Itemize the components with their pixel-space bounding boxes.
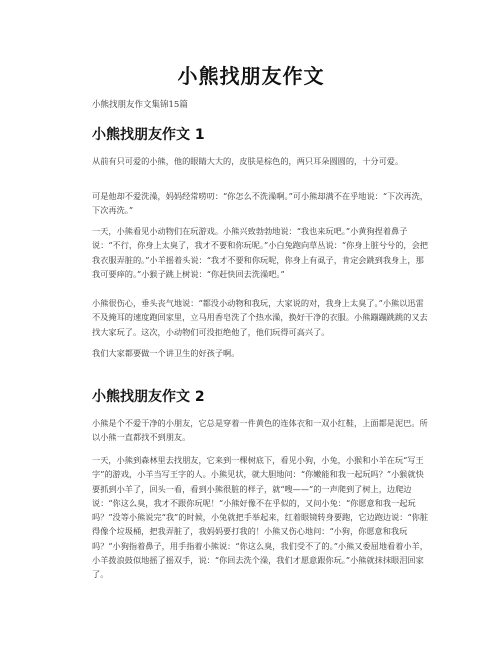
section-heading-1: 小熊找朋友作文 1 <box>92 127 205 143</box>
paragraph: 可是他却不爱洗澡，妈妈经常唠叨：“你怎么不洗澡啊。”可小熊却满不在乎地说：“下次再洗，下次再洗。” <box>92 191 428 216</box>
paragraph: 一天，小熊到森林里去找朋友，它来到一棵树底下，看见小狗，小兔，小猴和小羊在玩“写王字”的游戏，小羊当写王字的人。小熊见状，就大胆地问：“你嫩能和我一起玩吗？”小猴就快要抓到小羊了，回头一看，看到小熊很脏的样子，就“嗖——”的一声爬到了树上，边爬边说：“你这么臭，我才不跟你玩呢！”小熊好像不在乎似的，又问小兔：“你愿意和我一起玩吗？”没等小熊说完“我”的时候，小兔就把手举起来，红着眼镜转身要跑，它边跑边说：“你脏得像个垃圾桶，把我弄脏了，我妈妈要打我的！小熊又伤心地问：“小狗，你愿意和我玩吗？”小狗指着鼻子，用手指着小熊说：“你这么臭，我们受不了的。”小熊又委屈地看着小羊，小羊拨浪鼓似地摇了摇双手，说：“你回去洗个澡，我们才愿意跟你玩。”小熊就抹抹眼泪回家了。 <box>92 455 429 580</box>
section-heading-2: 小熊找朋友作文 2 <box>92 389 205 405</box>
paragraph: 从前有只可爱的小熊，他的眼睛大大的，皮肤是棕色的，两只耳朵圆圆的，十分可爱。 <box>92 156 404 166</box>
paragraph: 小熊是个不爱干净的小朋友，它总是穿着一件黄色的连体衣和一双小红鞋，上面都是泥巴。所以小熊一直都找不到朋友。 <box>92 418 428 443</box>
paragraph: 我们大家都要做一个讲卫生的好孩子啊。 <box>92 348 240 358</box>
paragraph: 一天，小熊看见小动物们在玩游戏。小熊兴致勃勃地说：“我也来玩吧。”小黄狗捏着鼻子说：“不行，你身上太臭了，我才不要和你玩呢。”小白兔跑向草丛说：“你身上脏兮兮的，会把我衣服弄脏的。”小羊摇着头说：“我才不要和你玩呢，你身上有虱子，肯定会跳到我身上，那我可要痒的。”小猴子跳上树说：“你赶快回去洗澡吧。” <box>92 226 428 279</box>
document-subtitle: 小熊找朋友作文集锦15篇 <box>92 100 188 110</box>
document-title: 小熊找朋友作文 <box>177 64 325 88</box>
paragraph: 小熊很伤心，垂头丧气地说：“都没小动物和我玩，大家说的对，我身上太臭了。”小熊以迅雷不及掩耳的速度跑回家里，立马用香皂洗了个热水澡，换好干净的衣服。小熊蹦蹦跳跳的又去找大家玩了。这次，小动物们可没拒绝他了，他们玩得可高兴了。 <box>92 298 428 337</box>
